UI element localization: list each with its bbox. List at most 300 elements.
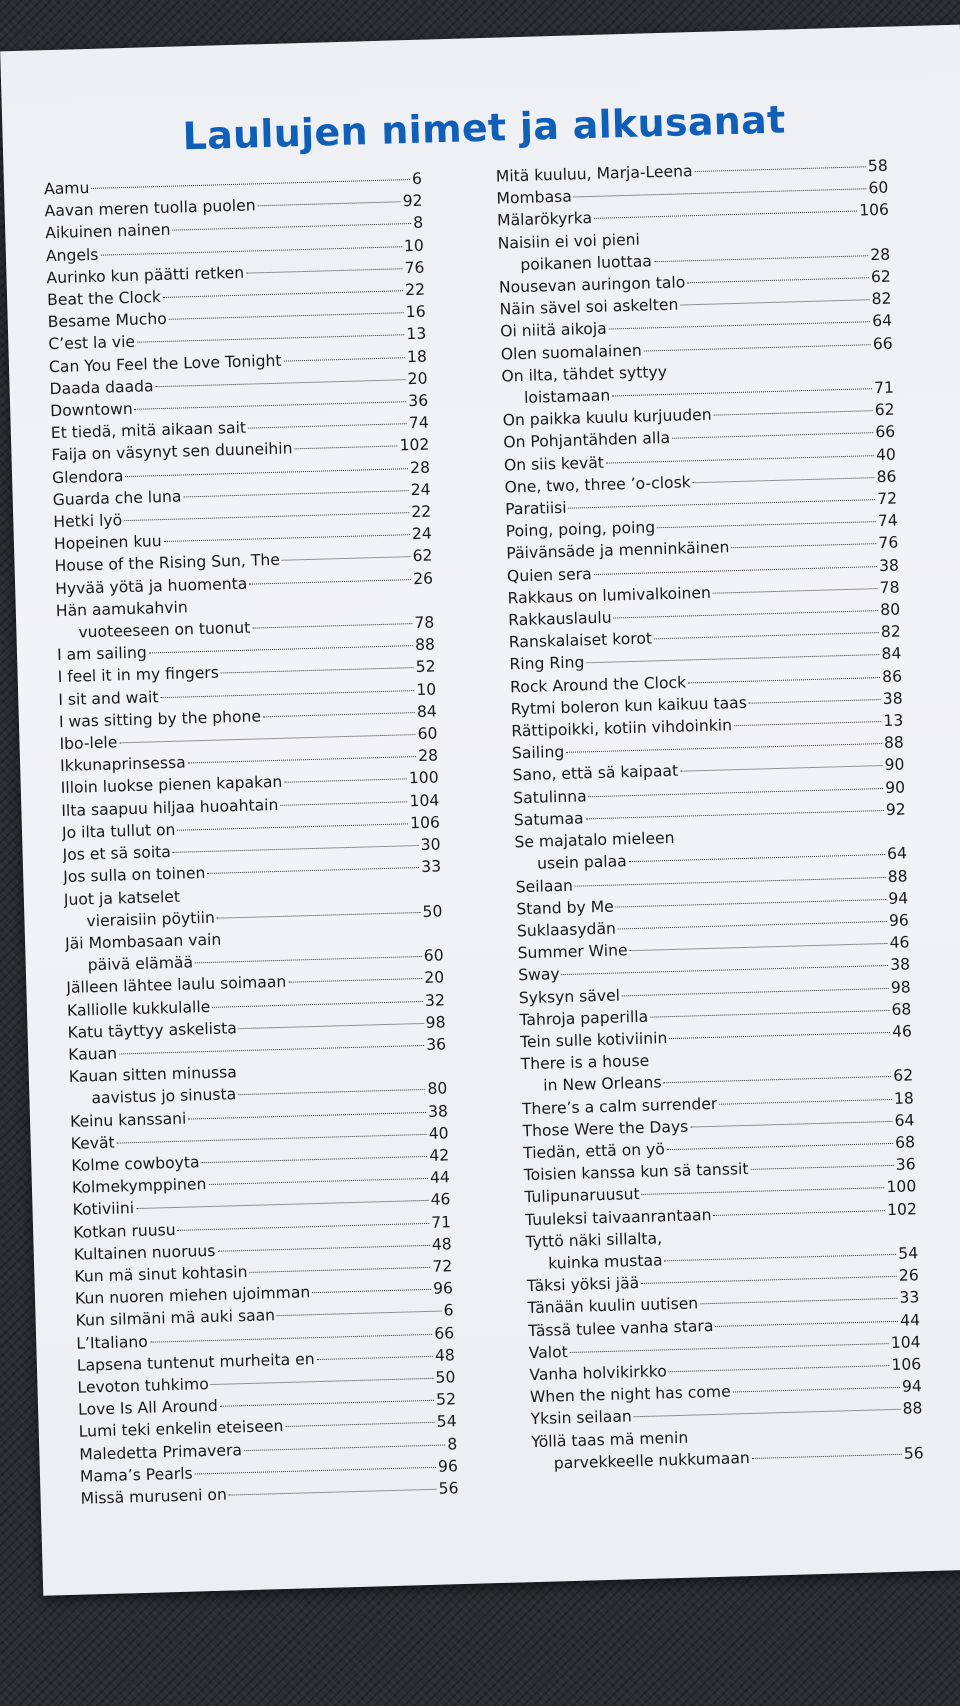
- song-title: Tuuleksi taivaanrantaan: [524, 1205, 712, 1229]
- song-title: Hän aamukahvin: [55, 598, 188, 620]
- song-title: Ilta saapuu hiljaa huoahtain: [61, 795, 279, 820]
- dot-leader: [246, 268, 402, 273]
- page-number: 6: [411, 169, 423, 188]
- dot-leader: [654, 255, 869, 262]
- dot-leader: [124, 512, 409, 521]
- song-title: päivä elämää: [87, 953, 194, 975]
- song-title: There’s a calm surrender: [521, 1094, 718, 1118]
- dot-leader: [714, 410, 873, 415]
- song-title: poikanen luottaa: [520, 252, 653, 274]
- page-number: 64: [894, 1111, 915, 1130]
- page-number: 18: [893, 1088, 915, 1108]
- song-title: Mitä kuuluu, Marja-Leena: [495, 162, 693, 186]
- song-title: Rakkauslaulu: [508, 608, 612, 630]
- page-number: 102: [399, 436, 430, 455]
- page-number: 96: [432, 1279, 454, 1298]
- dot-leader: [160, 690, 414, 698]
- page-number: 90: [884, 778, 906, 797]
- song-title: Täksi yöksi jää: [526, 1274, 640, 1296]
- page-number: 66: [872, 334, 893, 353]
- dot-leader: [195, 956, 422, 963]
- dot-leader: [217, 1245, 430, 1252]
- page-number: 50: [422, 902, 443, 921]
- song-title: Tahroja paperilla: [519, 1007, 649, 1029]
- page-number: 92: [885, 800, 906, 819]
- song-title: When the night has come: [529, 1382, 731, 1407]
- page-number: 56: [903, 1443, 924, 1463]
- page-number: 92: [402, 191, 423, 211]
- page-number: 71: [430, 1212, 452, 1232]
- song-title: Hyvää yötä ja huomenta: [54, 574, 248, 598]
- song-title: vuoteeseen on tuonut: [78, 618, 251, 642]
- song-title: On paikka kuulu kurjuuden: [502, 405, 712, 430]
- song-title: Kolme cowboyta: [71, 1153, 200, 1175]
- song-title: Näin sävel soi askelten: [499, 295, 679, 319]
- dot-leader: [629, 854, 885, 862]
- dot-leader: [119, 1045, 424, 1055]
- dot-leader: [731, 544, 876, 549]
- dot-leader: [207, 867, 419, 874]
- dot-leader: [654, 632, 879, 639]
- dot-leader: [212, 1000, 423, 1007]
- page-number: 42: [429, 1146, 450, 1165]
- song-title: Missä muruseni on: [80, 1485, 228, 1508]
- song-title: Rättipoikki, kotiin vihdoinkin: [511, 716, 733, 741]
- page-number: 22: [411, 502, 432, 522]
- page-number: 36: [408, 391, 429, 411]
- page-number: 90: [884, 755, 905, 775]
- page-number: 80: [427, 1079, 448, 1099]
- song-title: usein palaa: [536, 852, 627, 874]
- page-number: 10: [403, 236, 425, 255]
- dot-leader: [562, 965, 889, 975]
- song-title: Aamu: [43, 178, 90, 199]
- page-number: 62: [412, 546, 433, 566]
- song-title: Keinu kanssani: [69, 1109, 187, 1131]
- dot-leader: [641, 1276, 897, 1284]
- page-number: 52: [415, 657, 436, 677]
- dot-leader: [178, 1222, 430, 1230]
- dot-leader: [713, 1210, 885, 1216]
- dot-leader: [612, 388, 872, 396]
- dot-leader: [586, 810, 884, 819]
- song-title: Poing, poing, poing: [505, 518, 656, 541]
- dot-leader: [664, 1076, 892, 1083]
- page-number: 96: [888, 911, 910, 930]
- page-number: 46: [430, 1190, 451, 1210]
- page-number: 106: [858, 201, 890, 220]
- song-title: C’est la vie: [48, 333, 136, 354]
- song-title: Kun nuoren miehen ujoimman: [74, 1283, 311, 1308]
- song-title: Kotkan ruusu: [72, 1220, 176, 1242]
- page-number: 38: [882, 689, 903, 708]
- dot-leader: [665, 1254, 897, 1261]
- song-title: I sit and wait: [58, 687, 159, 709]
- dot-leader: [680, 766, 883, 773]
- song-title: Hopeinen kuu: [53, 532, 162, 554]
- song-title: Jäi Mombasaan vain: [64, 930, 222, 953]
- dot-leader: [630, 943, 888, 951]
- song-title: parvekkeelle nukkumaan: [553, 1448, 751, 1473]
- song-title: Jos et sä soita: [62, 843, 172, 865]
- song-title: Lumi teki enkelin eteiseen: [78, 1417, 284, 1442]
- page-number: 60: [868, 178, 889, 198]
- page-number: 104: [890, 1332, 921, 1352]
- song-title: House of the Rising Sun, The: [54, 551, 281, 576]
- page-number: 22: [404, 280, 426, 300]
- song-title: loistamaan: [523, 386, 611, 407]
- dot-leader: [734, 721, 881, 726]
- page-number: 32: [424, 990, 446, 1010]
- song-title: Vanha holvikirkko: [529, 1362, 667, 1385]
- dot-leader: [252, 623, 412, 628]
- page-number: 60: [423, 946, 444, 966]
- dot-leader: [280, 801, 407, 806]
- page-number: 58: [867, 156, 888, 176]
- song-title: Guarda che luna: [52, 487, 182, 509]
- song-title: Daada daada: [49, 377, 154, 398]
- song-title: Glendora: [51, 466, 124, 487]
- page-number: 48: [431, 1235, 452, 1254]
- dot-leader: [752, 1454, 902, 1459]
- song-title: Faija on väsynyt sen duuneihin: [51, 439, 293, 465]
- song-title: Kevät: [70, 1133, 115, 1153]
- song-title: Maledetta Primavera: [79, 1440, 243, 1464]
- page-number: 98: [425, 1013, 446, 1032]
- song-title: Those Were the Days: [522, 1117, 689, 1140]
- page-number: 28: [870, 245, 891, 264]
- song-title: Mombasa: [496, 187, 573, 208]
- page-number: 44: [899, 1310, 921, 1330]
- page-number: 88: [883, 733, 905, 753]
- index-page: [0, 25, 960, 1596]
- page-number: 100: [408, 768, 439, 788]
- page-number: 76: [404, 258, 425, 278]
- song-title: Aavan meren tuolla puolen: [44, 196, 256, 221]
- dot-leader: [570, 1343, 889, 1353]
- dot-leader: [312, 1289, 431, 1293]
- dot-leader: [119, 734, 415, 743]
- song-title: Ranskalaiset korot: [508, 629, 653, 652]
- dot-leader: [569, 499, 876, 509]
- page-number: 74: [408, 413, 429, 433]
- dot-leader: [688, 677, 880, 683]
- page-number: 20: [424, 968, 445, 988]
- page-number: 18: [406, 347, 428, 366]
- song-title: Mälarökyrka: [496, 209, 593, 230]
- dot-leader: [91, 179, 410, 189]
- page-number: 20: [407, 369, 428, 388]
- page-number: 33: [899, 1288, 920, 1308]
- dot-leader: [156, 379, 406, 387]
- page-number: 38: [889, 955, 911, 975]
- page-number: 33: [421, 857, 442, 877]
- dot-leader: [693, 477, 875, 483]
- song-title: Sailing: [511, 743, 565, 763]
- song-title: Illoin luokse pienen kapakan: [60, 773, 283, 798]
- song-title: Paratiisi: [504, 498, 567, 519]
- song-title: Tein sulle kotiviinin: [519, 1029, 668, 1052]
- page-number: 78: [414, 613, 435, 633]
- dot-leader: [669, 1365, 890, 1372]
- page-number: 82: [880, 622, 901, 642]
- song-title: On Pohjantähden alla: [503, 429, 671, 452]
- dot-leader: [317, 1356, 433, 1360]
- song-title: Ring Ring: [509, 653, 585, 674]
- page-number: 84: [416, 702, 438, 721]
- dot-leader: [657, 521, 876, 528]
- dot-leader: [177, 823, 408, 830]
- song-title: Oi niitä aikoja: [499, 320, 607, 341]
- page-number: 54: [898, 1244, 919, 1263]
- dot-leader: [295, 446, 398, 450]
- page-number: 66: [875, 423, 896, 442]
- song-title: Se majatalo mieleen: [514, 828, 675, 852]
- page-number: 13: [883, 711, 904, 731]
- page-number: 48: [434, 1345, 456, 1365]
- song-title: Aikuinen nainen: [45, 221, 171, 243]
- page-number: 26: [412, 569, 434, 588]
- page-number: 52: [435, 1390, 457, 1409]
- page-number: 102: [886, 1199, 918, 1219]
- dot-leader: [575, 876, 886, 886]
- page-number: 71: [873, 378, 895, 398]
- page-number: 76: [878, 533, 899, 553]
- song-title: Valot: [528, 1342, 568, 1362]
- dot-leader: [238, 1089, 425, 1095]
- page-number: 72: [876, 489, 898, 509]
- page-number: 88: [902, 1399, 923, 1419]
- dot-leader: [188, 756, 417, 763]
- dot-leader: [208, 1178, 428, 1185]
- dot-leader: [700, 1298, 897, 1305]
- page-number: 62: [870, 267, 892, 287]
- song-title: Ibo-lele: [59, 733, 118, 754]
- page-number: 82: [871, 289, 892, 309]
- song-title: Satulinna: [512, 787, 587, 808]
- dot-leader: [634, 1409, 901, 1417]
- song-title: Lapsena tuntenut murheita en: [76, 1349, 315, 1375]
- dot-leader: [149, 645, 413, 653]
- page-number: 10: [416, 680, 437, 699]
- song-title: Yöllä taas mä menin: [530, 1428, 689, 1451]
- song-title: Sano, että sä kaipaat: [512, 762, 679, 785]
- dot-leader: [566, 743, 882, 753]
- song-title: Seilaan: [515, 876, 574, 896]
- dot-leader: [618, 921, 887, 930]
- page-number: 24: [410, 480, 431, 499]
- page-number: 28: [417, 746, 439, 766]
- song-title: Toisien kanssa kun sä tanssit: [523, 1160, 749, 1185]
- dot-leader: [249, 579, 411, 585]
- dot-leader: [172, 223, 411, 231]
- page-number: 100: [886, 1177, 917, 1197]
- dot-leader: [258, 201, 401, 206]
- dot-leader: [650, 1010, 889, 1018]
- song-title: Can You Feel the Love Tonight: [48, 351, 282, 376]
- dot-leader: [616, 899, 887, 908]
- dot-leader: [594, 211, 857, 219]
- page-number: 86: [876, 467, 897, 486]
- dot-leader: [586, 655, 879, 664]
- song-title: Kolmekymppinen: [71, 1175, 207, 1197]
- page-number: 56: [438, 1479, 459, 1498]
- song-title: Jälleen lähtee laulu soimaan: [66, 973, 287, 998]
- song-title: Downtown: [50, 399, 133, 421]
- page-number: 60: [417, 724, 438, 744]
- song-title: L’Italiano: [76, 1332, 149, 1353]
- dot-leader: [589, 788, 884, 797]
- dot-leader: [100, 246, 402, 255]
- page-number: 64: [871, 312, 893, 331]
- song-title: Rock Around the Clock: [509, 673, 687, 697]
- song-title: Mama’s Pearls: [79, 1464, 193, 1486]
- dot-leader: [594, 566, 877, 575]
- page-number: 104: [409, 791, 440, 810]
- dot-leader: [672, 433, 873, 440]
- dot-leader: [733, 1387, 900, 1393]
- song-title: Hetki lyö: [53, 511, 123, 532]
- dot-leader: [150, 1333, 433, 1342]
- song-title: Jos sulla on toinen: [63, 864, 206, 887]
- song-title: I am sailing: [56, 643, 148, 665]
- song-title: Tulipunaruusut: [524, 1185, 640, 1207]
- song-title: Jo ilta tullut on: [61, 820, 176, 842]
- song-title: Suklaasydän: [516, 919, 617, 941]
- song-index-right-column: [496, 155, 924, 1475]
- dot-leader: [715, 1320, 898, 1326]
- page-number: 98: [890, 977, 911, 997]
- song-index-left-column: [44, 168, 459, 1510]
- song-title: Nousevan auringon talo: [498, 273, 686, 297]
- page-number: 38: [878, 556, 900, 575]
- dot-leader: [217, 912, 421, 919]
- page-number: 46: [891, 1022, 913, 1041]
- dot-leader: [137, 335, 404, 343]
- dot-leader: [239, 1023, 424, 1029]
- dot-leader: [125, 468, 408, 477]
- dot-leader: [248, 423, 407, 428]
- dot-leader: [669, 1032, 890, 1039]
- dot-leader: [183, 490, 408, 497]
- page-number: 80: [880, 600, 901, 620]
- page-number: 30: [420, 835, 441, 855]
- dot-leader: [622, 987, 889, 995]
- dot-leader: [188, 1111, 426, 1119]
- dot-leader: [263, 712, 415, 717]
- page-number: 72: [432, 1257, 453, 1276]
- page-number: 40: [875, 445, 897, 464]
- song-title: Kalliolle kukkulalle: [66, 997, 211, 1020]
- page-number: 44: [429, 1168, 451, 1187]
- song-title: Tässä tulee vanha stara: [527, 1316, 714, 1340]
- song-title: Beat the Clock: [46, 288, 162, 310]
- dot-leader: [680, 299, 869, 305]
- page-number: 64: [886, 844, 908, 864]
- dot-leader: [288, 978, 422, 983]
- page-number: 94: [888, 889, 909, 908]
- dot-leader: [163, 290, 403, 298]
- dot-leader: [283, 357, 405, 361]
- page-number: 13: [406, 325, 427, 344]
- page-number: 86: [881, 667, 903, 686]
- song-title: I was sitting by the phone: [58, 707, 262, 731]
- song-title: Naisiin ei voi pieni: [497, 230, 641, 253]
- dot-leader: [135, 401, 407, 410]
- song-title: Tiedän, että on yö: [522, 1140, 666, 1163]
- page-number: 88: [887, 866, 908, 886]
- song-title: Tänään kuulin uutisen: [527, 1294, 699, 1318]
- dot-leader: [169, 312, 404, 320]
- song-title: Et tiedä, mitä aikaan sait: [50, 418, 247, 443]
- song-title: Aurinko kun päätti retken: [46, 263, 245, 288]
- song-title: Tyttö näki sillalta,: [525, 1229, 663, 1251]
- dot-leader: [614, 610, 879, 618]
- page-number: 36: [895, 1155, 916, 1174]
- dot-leader: [687, 277, 869, 283]
- song-title: vieraisiin pöytiin: [86, 908, 216, 931]
- song-title: Kauan: [67, 1044, 118, 1064]
- song-title: in New Orleans: [543, 1073, 662, 1095]
- song-title: Summer Wine: [517, 941, 628, 963]
- song-title: Angels: [45, 245, 99, 265]
- song-title: One, two, three ’o-closk: [504, 473, 691, 497]
- song-title: Rytmi boleron kun kaikuu taas: [510, 693, 748, 719]
- song-title: Stand by Me: [516, 897, 615, 919]
- song-title: aavistus jo sinusta: [91, 1085, 237, 1108]
- song-title: On ilta, tähdet syttyy: [501, 362, 668, 386]
- song-title: Levoton tuhkimo: [77, 1375, 209, 1397]
- song-title: Kultainen nuoruus: [73, 1241, 216, 1264]
- dot-leader: [609, 322, 871, 330]
- song-title: Rakkaus on lumivalkoinen: [507, 583, 712, 608]
- page-number: 68: [891, 1000, 912, 1019]
- dot-leader: [220, 1400, 434, 1407]
- dot-leader: [117, 1134, 427, 1144]
- dot-leader: [229, 1489, 437, 1496]
- dot-leader: [606, 455, 874, 463]
- page-number: 50: [435, 1368, 456, 1387]
- page-number: 94: [901, 1377, 923, 1396]
- page-number: 62: [893, 1066, 914, 1086]
- dot-leader: [284, 779, 407, 783]
- page-number: 38: [427, 1101, 449, 1121]
- song-title: Syksyn sävel: [518, 985, 621, 1007]
- dot-leader: [695, 166, 866, 172]
- page-number: 66: [434, 1323, 455, 1343]
- song-title: On siis kevät: [503, 453, 605, 475]
- page-number: 36: [425, 1035, 447, 1054]
- page-number: 40: [428, 1124, 449, 1143]
- page-number: 8: [412, 214, 424, 233]
- song-title: Katu täyttyy askelista: [67, 1018, 238, 1042]
- dot-leader: [719, 1098, 892, 1104]
- dot-leader: [285, 1422, 434, 1427]
- song-title: Sway: [517, 965, 560, 985]
- dot-leader: [277, 1311, 442, 1317]
- page-number: 16: [405, 302, 426, 322]
- page-number: 62: [874, 400, 895, 420]
- song-title: Kauan sitten minussa: [68, 1063, 238, 1087]
- dot-leader: [211, 1378, 434, 1385]
- song-title: Love Is All Around: [77, 1397, 219, 1419]
- song-title: I feel it in my fingers: [57, 664, 220, 687]
- song-title: Kun silmäni mä auki saan: [75, 1306, 276, 1331]
- dot-leader: [244, 1444, 445, 1451]
- page-number: 106: [891, 1355, 922, 1374]
- page-title: Laulujen nimet ja alkusanat: [182, 97, 787, 159]
- dot-leader: [667, 1143, 893, 1150]
